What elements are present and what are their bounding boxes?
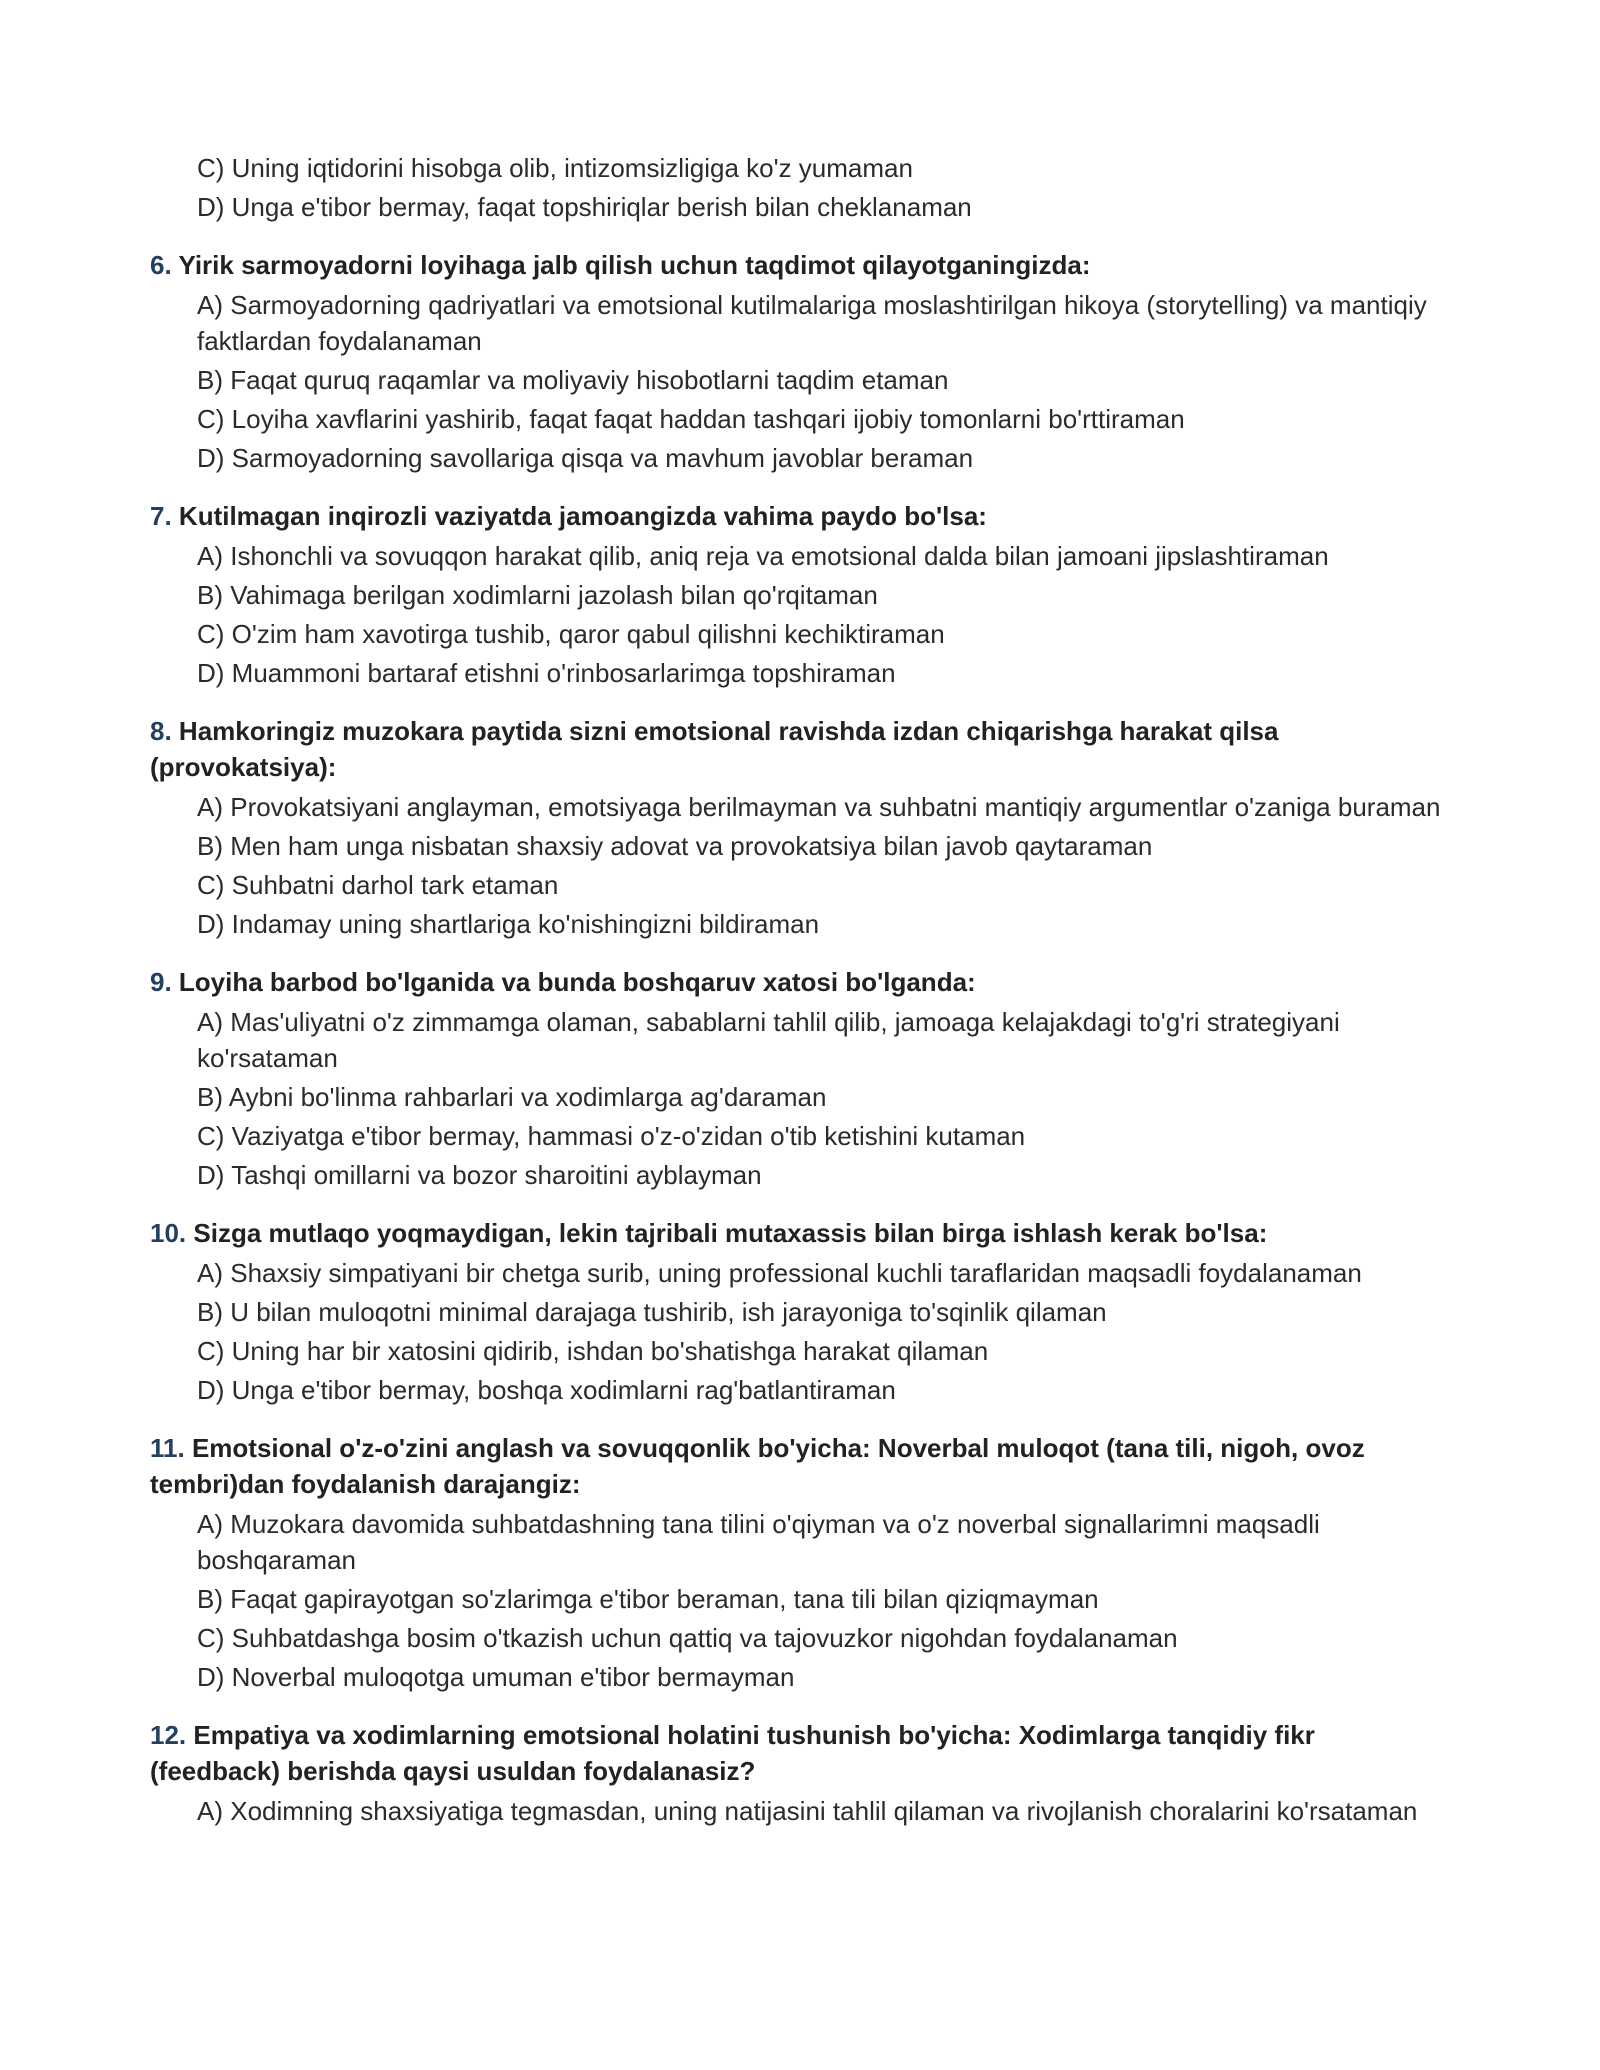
question-text: Hamkoringiz muzokara paytida sizni emotsional ravishda izdan chiqarishga harakat qilsa (provokatsiya): (150, 716, 1279, 782)
question-number: 7. (150, 501, 172, 531)
question-number: 12. (150, 1720, 187, 1750)
option-b: B) Aybni bo'linma rahbarlari va xodimlarga ag'daraman (197, 1082, 827, 1112)
question-title (150, 1717, 1450, 1789)
question-text: Kutilmagan inqirozli vaziyatda jamoangizda vahima paydo bo'lsa: (178, 501, 987, 531)
question-title (150, 1215, 1450, 1251)
question-number: 11. (150, 1433, 185, 1463)
option-c: C) Uning har bir xatosini qidirib, ishdan bo'shatishga harakat qilaman (197, 1336, 989, 1366)
question-number: 6. (150, 250, 172, 280)
option-c: C) Loyiha xavflarini yashirib, faqat faqat haddan tashqari ijobiy tomonlarni bo'rttiraman (197, 404, 1185, 434)
option-a: A) Mas'uliyatni o'z zimmamga olaman, sabablarni tahlil qilib, jamoaga kelajakdagi to'g'ri strategiyani ko'rsataman (197, 1007, 1340, 1073)
question-text: Yirik sarmoyadorni loyihaga jalb qilish uchun taqdimot qilayotganingizda: (178, 250, 1091, 280)
question-title (150, 964, 1450, 1000)
option-b: B) U bilan muloqotni minimal darajaga tushirib, ish jarayoniga to'sqinlik qilaman (197, 1297, 1107, 1327)
option: C) Uning iqtidorini hisobga olib, intizomsizligiga ko'z yumaman (197, 153, 913, 183)
option-c: C) Suhbatdashga bosim o'tkazish uchun qattiq va tajovuzkor nigohdan foydalanaman (197, 1623, 1178, 1653)
options-list (197, 1255, 1450, 1408)
options-list (197, 287, 1450, 476)
question-12 (150, 1717, 1450, 1829)
options-list (197, 1793, 1450, 1829)
question-title (150, 247, 1450, 283)
question-9 (150, 964, 1450, 1193)
option-c: C) Suhbatni darhol tark etaman (197, 870, 559, 900)
question-8 (150, 713, 1450, 942)
question-text: Loyiha barbod bo'lganida va bunda boshqaruv xatosi bo'lganda: (178, 967, 976, 997)
question-title (150, 713, 1450, 785)
question-text: Empatiya va xodimlarning emotsional holatini tushunish bo'yicha: Xodimlarga tanqidiy fikr (feedback) berishda qaysi usuldan foydalanasiz? (150, 1720, 1315, 1786)
option-a: A) Sarmoyadorning qadriyatlari va emotsional kutilmalariga moslashtirilgan hikoya (storytelling) va mantiqiy faktlardan foydalanaman (197, 290, 1427, 356)
option-a: A) Xodimning shaxsiyatiga tegmasdan, uning natijasini tahlil qilaman va rivojlanish choralarini ko'rsataman (197, 1796, 1418, 1826)
option-c: C) O'zim ham xavotirga tushib, qaror qabul qilishni kechiktiraman (197, 619, 945, 649)
question-10 (150, 1215, 1450, 1408)
option-a: A) Ishonchli va sovuqqon harakat qilib, aniq reja va emotsional dalda bilan jamoani jipslashtiraman (197, 541, 1329, 571)
option-a: A) Provokatsiyani anglayman, emotsiyaga berilmayman va suhbatni mantiqiy argumentlar o'zaniga buraman (197, 792, 1441, 822)
option-d: D) Noverbal muloqotga umuman e'tibor bermayman (197, 1662, 795, 1692)
question-title (150, 498, 1450, 534)
option-d: D) Indamay uning shartlariga ko'nishingizni bildiraman (197, 909, 820, 939)
option-a: A) Muzokara davomida suhbatdashning tana tilini o'qiyman va o'z noverbal signallarimni maqsadli boshqaraman (197, 1509, 1320, 1575)
options-list (197, 1004, 1450, 1193)
options-list (197, 1506, 1450, 1695)
question-11 (150, 1430, 1450, 1695)
question-6 (150, 247, 1450, 476)
question-7 (150, 498, 1450, 691)
question-number: 8. (150, 716, 172, 746)
question-title (150, 1430, 1450, 1502)
options-list (197, 538, 1450, 691)
option-b: B) Vahimaga berilgan xodimlarni jazolash bilan qo'rqitaman (197, 580, 878, 610)
option-d: D) Sarmoyadorning savollariga qisqa va mavhum javoblar beraman (197, 443, 974, 473)
option-b: B) Men ham unga nisbatan shaxsiy adovat va provokatsiya bilan javob qaytaraman (197, 831, 1153, 861)
option-b: B) Faqat quruq raqamlar va moliyaviy hisobotlarni taqdim etaman (197, 365, 949, 395)
option-c: C) Vaziyatga e'tibor bermay, hammasi o'z-o'zidan o'tib ketishini kutaman (197, 1121, 1026, 1151)
question-number: 9. (150, 967, 172, 997)
question-text: Sizga mutlaqo yoqmaydigan, lekin tajribali mutaxassis bilan birga ishlash kerak bo'lsa: (193, 1218, 1268, 1248)
options-list (197, 789, 1450, 942)
option: D) Unga e'tibor bermay, faqat topshiriqlar berish bilan cheklanaman (197, 192, 972, 222)
option-a: A) Shaxsiy simpatiyani bir chetga surib, uning professional kuchli taraflaridan maqsadli foydalanaman (197, 1258, 1362, 1288)
option-d: D) Muammoni bartaraf etishni o'rinbosarlarimga topshiraman (197, 658, 896, 688)
option-d: D) Tashqi omillarni va bozor sharoitini ayblayman (197, 1160, 762, 1190)
option-d: D) Unga e'tibor bermay, boshqa xodimlarni rag'batlantiraman (197, 1375, 896, 1405)
lead-options (197, 150, 1450, 225)
question-text: Emotsional o'z-o'zini anglash va sovuqqonlik bo'yicha: Noverbal muloqot (tana tili, nigoh, ovoz tembri)dan foydalanish darajangiz: (150, 1433, 1365, 1499)
question-number: 10. (150, 1218, 187, 1248)
document-page (150, 150, 1450, 1832)
option-b: B) Faqat gapirayotgan so'zlarimga e'tibor beraman, tana tili bilan qiziqmayman (197, 1584, 1099, 1614)
